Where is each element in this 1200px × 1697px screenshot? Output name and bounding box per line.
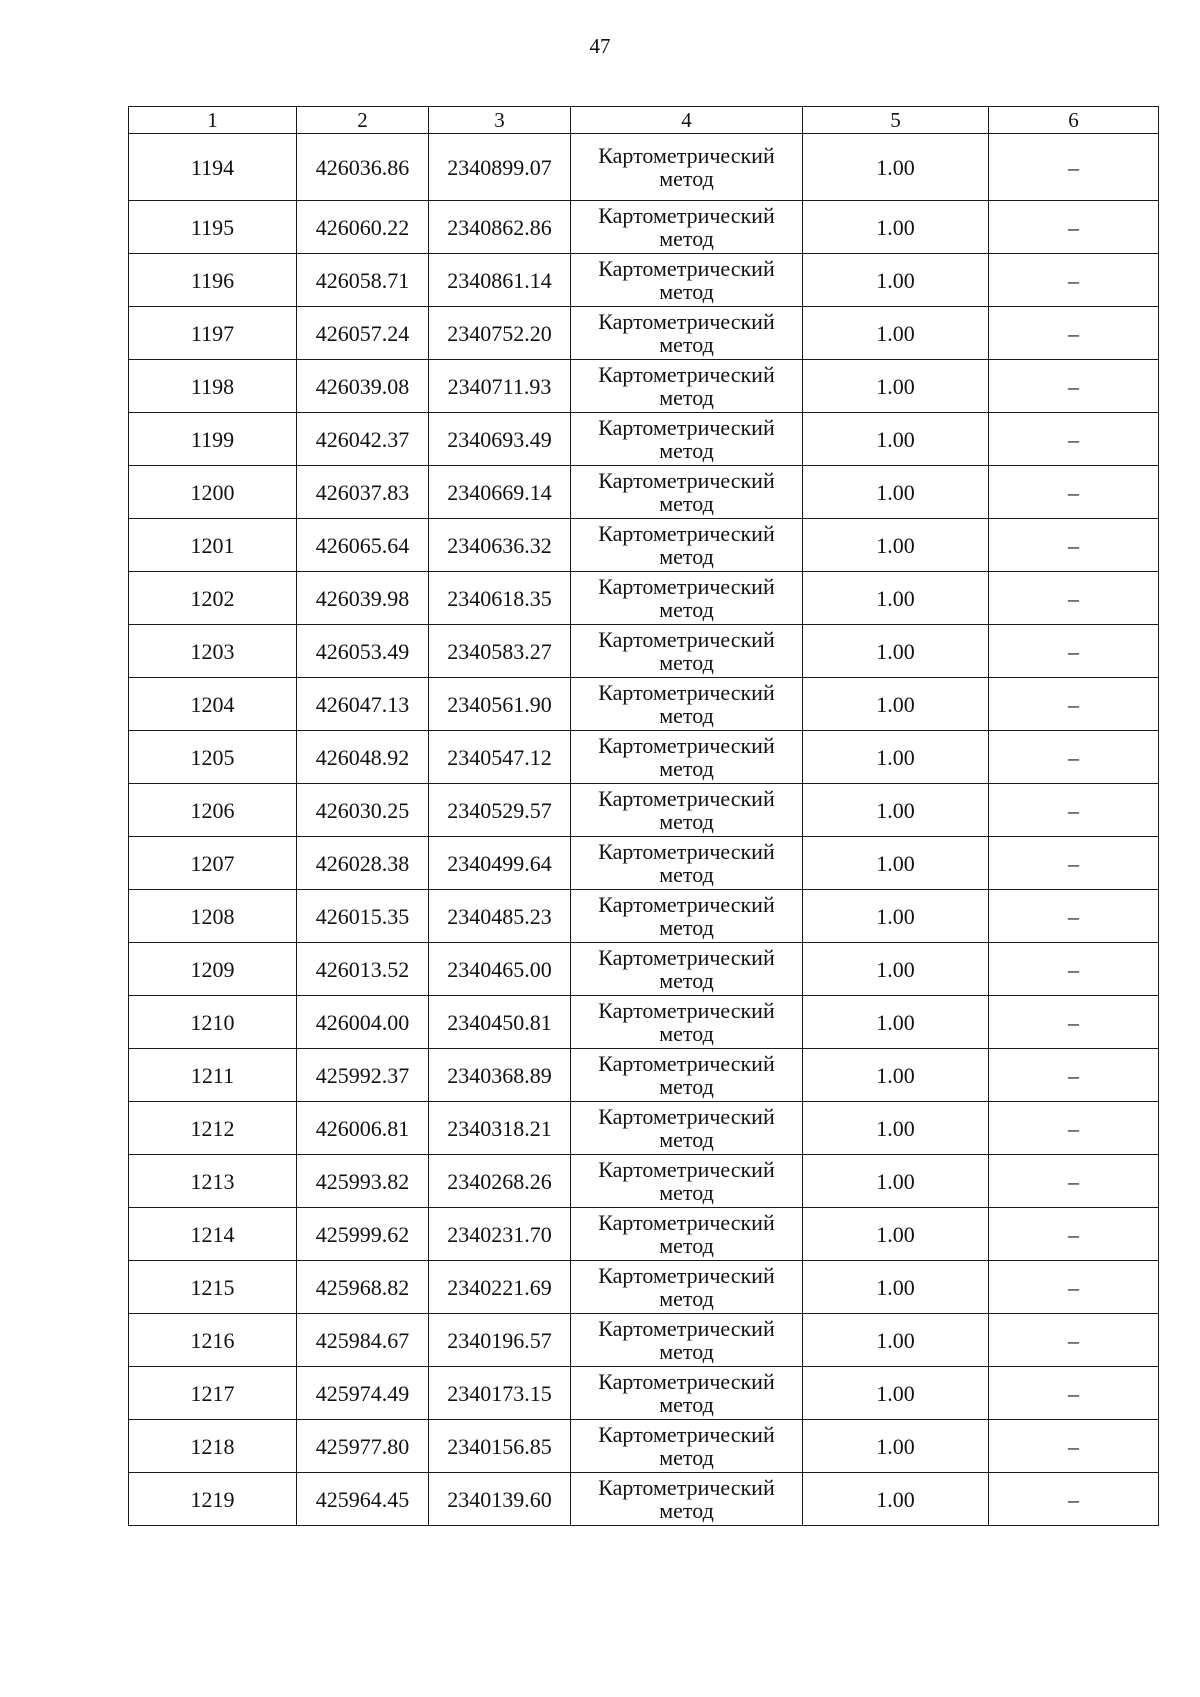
y-coordinate-cell: 2340752.20 <box>429 307 571 360</box>
table-row <box>129 837 1159 890</box>
method-line-1: Картометрический <box>598 998 775 1023</box>
y-coordinate-cell: 2340693.49 <box>429 413 571 466</box>
point-number-cell: 1199 <box>129 413 297 466</box>
point-number-cell: 1213 <box>129 1155 297 1208</box>
method-line-1: Картометрический <box>598 362 775 387</box>
note-cell: – <box>989 519 1159 572</box>
table-row <box>129 519 1159 572</box>
note-cell: – <box>989 1261 1159 1314</box>
y-coordinate-cell: 2340861.14 <box>429 254 571 307</box>
method-line-1: Картометрический <box>598 521 775 546</box>
method-cell <box>571 572 803 625</box>
point-number-cell: 1196 <box>129 254 297 307</box>
point-number-cell: 1217 <box>129 1367 297 1420</box>
method-line-2: метод <box>659 332 714 357</box>
method-line-2: метод <box>659 1180 714 1205</box>
accuracy-cell: 1.00 <box>803 1049 989 1102</box>
note-cell: – <box>989 1102 1159 1155</box>
header-col-1: 1 <box>129 107 297 134</box>
x-coordinate-cell: 425974.49 <box>297 1367 429 1420</box>
method-line-2: метод <box>659 166 714 191</box>
method-line-2: метод <box>659 1286 714 1311</box>
x-coordinate-cell: 426006.81 <box>297 1102 429 1155</box>
method-line-2: метод <box>659 385 714 410</box>
accuracy-cell: 1.00 <box>803 201 989 254</box>
table-row <box>129 201 1159 254</box>
method-line-2: метод <box>659 597 714 622</box>
method-line-2: метод <box>659 1233 714 1258</box>
note-cell: – <box>989 996 1159 1049</box>
method-line-2: метод <box>659 279 714 304</box>
note-cell: – <box>989 466 1159 519</box>
point-number-cell: 1203 <box>129 625 297 678</box>
point-number-cell: 1207 <box>129 837 297 890</box>
y-coordinate-cell: 2340499.64 <box>429 837 571 890</box>
y-coordinate-cell: 2340221.69 <box>429 1261 571 1314</box>
accuracy-cell: 1.00 <box>803 307 989 360</box>
note-cell: – <box>989 784 1159 837</box>
method-cell <box>571 1420 803 1473</box>
method-cell <box>571 1314 803 1367</box>
method-cell <box>571 1367 803 1420</box>
method-line-2: метод <box>659 1074 714 1099</box>
method-line-2: метод <box>659 1498 714 1523</box>
note-cell: – <box>989 678 1159 731</box>
method-line-2: метод <box>659 1392 714 1417</box>
x-coordinate-cell: 426042.37 <box>297 413 429 466</box>
method-line-1: Картометрический <box>598 1369 775 1394</box>
table-row <box>129 890 1159 943</box>
method-line-1: Картометрический <box>598 415 775 440</box>
x-coordinate-cell: 425984.67 <box>297 1314 429 1367</box>
y-coordinate-cell: 2340450.81 <box>429 996 571 1049</box>
accuracy-cell: 1.00 <box>803 1208 989 1261</box>
point-number-cell: 1211 <box>129 1049 297 1102</box>
point-number-cell: 1206 <box>129 784 297 837</box>
method-cell <box>571 678 803 731</box>
note-cell: – <box>989 134 1159 201</box>
header-col-3: 3 <box>429 107 571 134</box>
y-coordinate-cell: 2340318.21 <box>429 1102 571 1155</box>
table-header <box>129 107 1159 134</box>
table-row <box>129 360 1159 413</box>
table-row <box>129 1367 1159 1420</box>
method-line-1: Картометрический <box>598 468 775 493</box>
table-body <box>129 134 1159 1526</box>
method-cell <box>571 837 803 890</box>
point-number-cell: 1209 <box>129 943 297 996</box>
note-cell: – <box>989 1473 1159 1526</box>
method-line-2: метод <box>659 703 714 728</box>
method-line-1: Картометрический <box>598 1422 775 1447</box>
method-line-1: Картометрический <box>598 309 775 334</box>
method-cell <box>571 1155 803 1208</box>
accuracy-cell: 1.00 <box>803 413 989 466</box>
y-coordinate-cell: 2340231.70 <box>429 1208 571 1261</box>
x-coordinate-cell: 425968.82 <box>297 1261 429 1314</box>
table-row <box>129 1314 1159 1367</box>
note-cell: – <box>989 201 1159 254</box>
method-cell <box>571 1473 803 1526</box>
table-row <box>129 1102 1159 1155</box>
method-line-1: Картометрический <box>598 143 775 168</box>
table-row <box>129 784 1159 837</box>
accuracy-cell: 1.00 <box>803 360 989 413</box>
y-coordinate-cell: 2340196.57 <box>429 1314 571 1367</box>
accuracy-cell: 1.00 <box>803 1261 989 1314</box>
accuracy-cell: 1.00 <box>803 996 989 1049</box>
method-cell <box>571 731 803 784</box>
method-cell <box>571 519 803 572</box>
y-coordinate-cell: 2340899.07 <box>429 134 571 201</box>
note-cell: – <box>989 625 1159 678</box>
x-coordinate-cell: 425993.82 <box>297 1155 429 1208</box>
y-coordinate-cell: 2340636.32 <box>429 519 571 572</box>
accuracy-cell: 1.00 <box>803 1420 989 1473</box>
table-row <box>129 1208 1159 1261</box>
point-number-cell: 1215 <box>129 1261 297 1314</box>
point-number-cell: 1201 <box>129 519 297 572</box>
x-coordinate-cell: 426058.71 <box>297 254 429 307</box>
point-number-cell: 1218 <box>129 1420 297 1473</box>
x-coordinate-cell: 426039.08 <box>297 360 429 413</box>
y-coordinate-cell: 2340368.89 <box>429 1049 571 1102</box>
method-cell <box>571 134 803 201</box>
accuracy-cell: 1.00 <box>803 678 989 731</box>
coordinates-table <box>128 106 1159 1526</box>
x-coordinate-cell: 426057.24 <box>297 307 429 360</box>
method-line-2: метод <box>659 1339 714 1364</box>
x-coordinate-cell: 425964.45 <box>297 1473 429 1526</box>
note-cell: – <box>989 1049 1159 1102</box>
y-coordinate-cell: 2340485.23 <box>429 890 571 943</box>
y-coordinate-cell: 2340711.93 <box>429 360 571 413</box>
table-row <box>129 466 1159 519</box>
accuracy-cell: 1.00 <box>803 519 989 572</box>
table-row <box>129 134 1159 201</box>
method-line-2: метод <box>659 756 714 781</box>
y-coordinate-cell: 2340465.00 <box>429 943 571 996</box>
x-coordinate-cell: 426015.35 <box>297 890 429 943</box>
note-cell: – <box>989 1155 1159 1208</box>
x-coordinate-cell: 426030.25 <box>297 784 429 837</box>
page-number: 47 <box>589 34 611 58</box>
method-cell <box>571 784 803 837</box>
method-line-1: Картометрический <box>598 1475 775 1500</box>
header-col-5: 5 <box>803 107 989 134</box>
x-coordinate-cell: 425999.62 <box>297 1208 429 1261</box>
table-row <box>129 413 1159 466</box>
y-coordinate-cell: 2340139.60 <box>429 1473 571 1526</box>
x-coordinate-cell: 426036.86 <box>297 134 429 201</box>
accuracy-cell: 1.00 <box>803 890 989 943</box>
method-cell <box>571 466 803 519</box>
x-coordinate-cell: 426047.13 <box>297 678 429 731</box>
point-number-cell: 1208 <box>129 890 297 943</box>
point-number-cell: 1204 <box>129 678 297 731</box>
table-row <box>129 943 1159 996</box>
table-row <box>129 625 1159 678</box>
method-line-1: Картометрический <box>598 1104 775 1129</box>
accuracy-cell: 1.00 <box>803 134 989 201</box>
method-line-2: метод <box>659 544 714 569</box>
method-line-1: Картометрический <box>598 1051 775 1076</box>
x-coordinate-cell: 426004.00 <box>297 996 429 1049</box>
accuracy-cell: 1.00 <box>803 1155 989 1208</box>
method-cell <box>571 254 803 307</box>
accuracy-cell: 1.00 <box>803 1102 989 1155</box>
x-coordinate-cell: 426028.38 <box>297 837 429 890</box>
note-cell: – <box>989 1420 1159 1473</box>
method-line-1: Картометрический <box>598 1263 775 1288</box>
note-cell: – <box>989 731 1159 784</box>
method-line-2: метод <box>659 915 714 940</box>
method-line-1: Картометрический <box>598 627 775 652</box>
y-coordinate-cell: 2340268.26 <box>429 1155 571 1208</box>
method-line-1: Картометрический <box>598 1316 775 1341</box>
note-cell: – <box>989 1208 1159 1261</box>
y-coordinate-cell: 2340583.27 <box>429 625 571 678</box>
point-number-cell: 1214 <box>129 1208 297 1261</box>
method-cell <box>571 625 803 678</box>
method-line-2: метод <box>659 809 714 834</box>
method-line-2: метод <box>659 1021 714 1046</box>
method-cell <box>571 996 803 1049</box>
x-coordinate-cell: 425992.37 <box>297 1049 429 1102</box>
accuracy-cell: 1.00 <box>803 466 989 519</box>
table-row <box>129 1049 1159 1102</box>
point-number-cell: 1210 <box>129 996 297 1049</box>
method-cell <box>571 360 803 413</box>
accuracy-cell: 1.00 <box>803 572 989 625</box>
note-cell: – <box>989 254 1159 307</box>
x-coordinate-cell: 425977.80 <box>297 1420 429 1473</box>
note-cell: – <box>989 572 1159 625</box>
method-line-1: Картометрический <box>598 574 775 599</box>
method-cell <box>571 1102 803 1155</box>
method-line-2: метод <box>659 862 714 887</box>
x-coordinate-cell: 426053.49 <box>297 625 429 678</box>
table-row <box>129 731 1159 784</box>
note-cell: – <box>989 890 1159 943</box>
x-coordinate-cell: 426048.92 <box>297 731 429 784</box>
y-coordinate-cell: 2340529.57 <box>429 784 571 837</box>
point-number-cell: 1194 <box>129 134 297 201</box>
accuracy-cell: 1.00 <box>803 625 989 678</box>
method-line-1: Картометрический <box>598 945 775 970</box>
x-coordinate-cell: 426060.22 <box>297 201 429 254</box>
method-line-2: метод <box>659 1445 714 1470</box>
point-number-cell: 1195 <box>129 201 297 254</box>
method-cell <box>571 201 803 254</box>
method-line-1: Картометрический <box>598 1157 775 1182</box>
header-col-6: 6 <box>989 107 1159 134</box>
note-cell: – <box>989 413 1159 466</box>
note-cell: – <box>989 943 1159 996</box>
point-number-cell: 1197 <box>129 307 297 360</box>
table-row <box>129 307 1159 360</box>
accuracy-cell: 1.00 <box>803 1367 989 1420</box>
method-cell <box>571 1208 803 1261</box>
method-line-1: Картометрический <box>598 256 775 281</box>
accuracy-cell: 1.00 <box>803 1314 989 1367</box>
method-line-1: Картометрический <box>598 1210 775 1235</box>
note-cell: – <box>989 1314 1159 1367</box>
point-number-cell: 1219 <box>129 1473 297 1526</box>
y-coordinate-cell: 2340173.15 <box>429 1367 571 1420</box>
accuracy-cell: 1.00 <box>803 837 989 890</box>
point-number-cell: 1202 <box>129 572 297 625</box>
header-col-2: 2 <box>297 107 429 134</box>
note-cell: – <box>989 1367 1159 1420</box>
method-line-2: метод <box>659 491 714 516</box>
table-row <box>129 572 1159 625</box>
method-line-2: метод <box>659 226 714 251</box>
table-row <box>129 996 1159 1049</box>
y-coordinate-cell: 2340618.35 <box>429 572 571 625</box>
x-coordinate-cell: 426065.64 <box>297 519 429 572</box>
accuracy-cell: 1.00 <box>803 731 989 784</box>
method-line-1: Картометрический <box>598 680 775 705</box>
table-row <box>129 1261 1159 1314</box>
accuracy-cell: 1.00 <box>803 254 989 307</box>
point-number-cell: 1198 <box>129 360 297 413</box>
y-coordinate-cell: 2340156.85 <box>429 1420 571 1473</box>
method-cell <box>571 1261 803 1314</box>
method-cell <box>571 1049 803 1102</box>
method-line-2: метод <box>659 650 714 675</box>
table-row <box>129 254 1159 307</box>
table-row <box>129 678 1159 731</box>
table-row <box>129 1155 1159 1208</box>
note-cell: – <box>989 837 1159 890</box>
x-coordinate-cell: 426013.52 <box>297 943 429 996</box>
accuracy-cell: 1.00 <box>803 1473 989 1526</box>
method-line-1: Картометрический <box>598 839 775 864</box>
y-coordinate-cell: 2340547.12 <box>429 731 571 784</box>
table-row <box>129 1420 1159 1473</box>
method-line-2: метод <box>659 968 714 993</box>
point-number-cell: 1212 <box>129 1102 297 1155</box>
accuracy-cell: 1.00 <box>803 943 989 996</box>
point-number-cell: 1200 <box>129 466 297 519</box>
method-line-1: Картометрический <box>598 892 775 917</box>
method-cell <box>571 943 803 996</box>
y-coordinate-cell: 2340561.90 <box>429 678 571 731</box>
header-row <box>129 107 1159 134</box>
method-line-1: Картометрический <box>598 733 775 758</box>
method-line-2: метод <box>659 1127 714 1152</box>
method-line-1: Картометрический <box>598 786 775 811</box>
method-cell <box>571 413 803 466</box>
x-coordinate-cell: 426037.83 <box>297 466 429 519</box>
note-cell: – <box>989 307 1159 360</box>
method-line-1: Картометрический <box>598 203 775 228</box>
header-col-4: 4 <box>571 107 803 134</box>
note-cell: – <box>989 360 1159 413</box>
point-number-cell: 1205 <box>129 731 297 784</box>
method-line-2: метод <box>659 438 714 463</box>
y-coordinate-cell: 2340669.14 <box>429 466 571 519</box>
method-cell <box>571 307 803 360</box>
x-coordinate-cell: 426039.98 <box>297 572 429 625</box>
accuracy-cell: 1.00 <box>803 784 989 837</box>
method-cell <box>571 890 803 943</box>
y-coordinate-cell: 2340862.86 <box>429 201 571 254</box>
point-number-cell: 1216 <box>129 1314 297 1367</box>
table-row <box>129 1473 1159 1526</box>
